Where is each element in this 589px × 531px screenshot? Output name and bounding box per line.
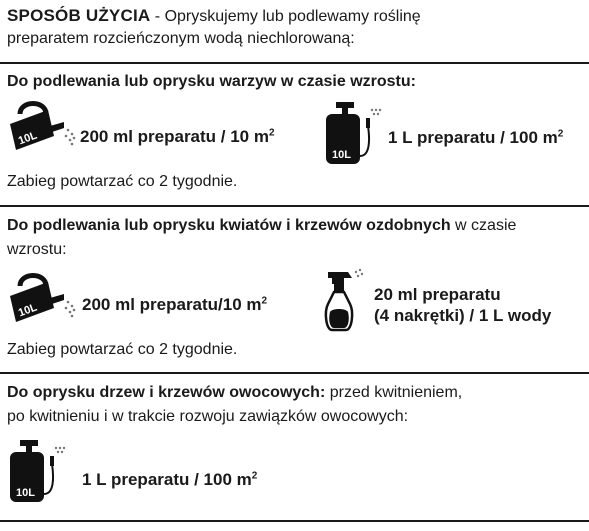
usage-intro-line1: - Opryskujemy lub podlewamy roślinę (150, 8, 421, 25)
dose-watering: 200 ml preparatu/10 $m^2$ (82, 295, 268, 314)
sprayer-capacity-label: 10L (332, 149, 351, 161)
dose-sprayer: 1 L preparatu / 100 $m^2$ (388, 128, 564, 147)
spray-bottle-icon (322, 268, 372, 334)
divider (0, 62, 589, 64)
can-capacity-label: 10L (16, 129, 39, 148)
usage-intro-line2: preparatem rozcieńczonym wodą niechlorowaną: (7, 30, 355, 47)
usage-header (7, 6, 421, 26)
divider (0, 372, 589, 374)
section3-heading-line2: po kwitnieniu i w trakcie rozwoju zawiązków owocowych: (7, 408, 409, 425)
usage-title: SPOSÓB UŻYCIA (7, 6, 151, 25)
dose-sprayer: 1 L preparatu / 100 $m^2$ (82, 470, 258, 489)
repeat-note: Zabieg powtarzać co 2 tygodnie. (7, 173, 238, 190)
dose-bottle-line1: 20 ml preparatu (374, 285, 501, 304)
section2-heading-line2: wzrostu: (7, 241, 67, 258)
divider (0, 520, 589, 522)
section1-heading: Do podlewania lub oprysku warzyw w czasie wzrostu: (7, 73, 416, 90)
sprayer-capacity-label: 10L (16, 487, 35, 499)
dose-watering: 200 ml preparatu / 10 $m^2$ (80, 127, 275, 146)
dose-bottle-line2: (4 nakrętki) / 1 L wody (374, 306, 552, 325)
section2-heading: Do podlewania lub oprysku kwiatów i krzewów ozdobnych w czasie (7, 217, 517, 234)
can-capacity-label: 10L (16, 301, 39, 320)
pressure-sprayer-icon (322, 100, 384, 168)
repeat-note: Zabieg powtarzać co 2 tygodnie. (7, 341, 238, 358)
watering-can-icon (6, 100, 78, 158)
divider (0, 205, 589, 207)
watering-can-icon (6, 272, 78, 330)
pressure-sprayer-icon (6, 438, 68, 506)
section3-heading: Do oprysku drzew i krzewów owocowych: przed kwitnieniem, (7, 384, 463, 401)
